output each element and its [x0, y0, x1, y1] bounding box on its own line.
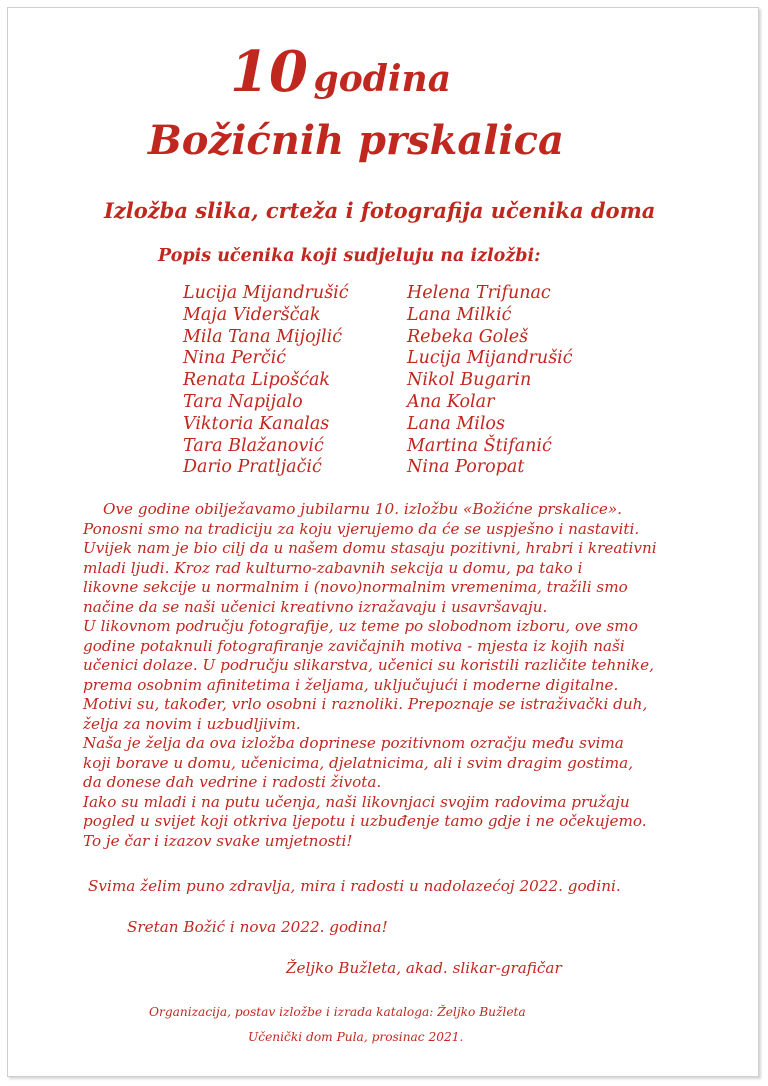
student-name: Lucija Mijandrušić — [183, 283, 349, 303]
body-line: Ponosni smo na tradiciju za koju vjerujemo da će se uspješno i nastaviti. — [83, 519, 640, 538]
body-line: Uvijek nam je bio cilj da u našem domu stasaju pozitivni, hrabri i kreativni — [83, 539, 657, 557]
place-date: Učenički dom Pula, prosinac 2021. — [248, 1030, 464, 1044]
body-line: koji borave u domu, učenicima, djelatnicima, ali i svim dragim gostima, — [83, 753, 634, 772]
body-line: želja za novim i uzbudljivim. — [83, 714, 301, 733]
student-name: Viktoria Kanalas — [183, 413, 330, 434]
student-name: Nina Poropat — [407, 457, 525, 478]
student-name: Ana Kolar — [407, 391, 495, 412]
body-line: Ove godine obilježavamo jubilarnu 10. izložbu «Božićne prskalice». — [103, 500, 622, 518]
student-name: Nina Perčić — [183, 348, 287, 369]
wish-text: Svima želim puno zdravlja, mira i radosti u nadolazećoj 2022. godini. — [88, 877, 621, 895]
body-line: načine da se naši učenici kreativno izražavaju i usavršavaju. — [83, 597, 548, 616]
student-name: Rebeka Goleš — [407, 326, 529, 347]
body-line: pogled u svijet koji otkriva ljepotu i uzbuđenje tamo gdje i ne očekujemo. — [83, 812, 647, 830]
student-name: Tara Napijalo — [183, 391, 303, 412]
student-name: Nikol Bugarin — [407, 370, 532, 391]
student-name: Maja Viderščak — [183, 304, 321, 325]
body-line: Naša je želja da ova izložba doprinese pozitivnom ozračju među svima — [83, 734, 624, 752]
title-word: godina — [313, 58, 452, 100]
student-list-right — [407, 283, 573, 479]
greeting-text: Sretan Božić i nova 2022. godina! — [127, 918, 388, 936]
student-name: Tara Blažanović — [183, 435, 324, 456]
student-list-heading: Popis učenika koji sudjeluju na izložbi: — [158, 246, 541, 266]
body-line: U likovnom području fotografije, uz teme po slobodnom izboru, ove smo — [83, 617, 638, 635]
intro-text — [83, 500, 723, 851]
title-line-2: Božićnih prskalica — [148, 117, 564, 164]
student-name: Renata Lipošćak — [183, 370, 331, 391]
student-name: Helena Trifunac — [407, 283, 551, 303]
body-line: Motivi su, također, vrlo osobni i raznoliki. Prepoznaje se istraživački duh, — [83, 695, 648, 713]
student-name: Martina Štifanić — [407, 435, 552, 456]
body-line: To je čar i izazov svake umjetnosti! — [83, 831, 353, 850]
subtitle: Izložba slika, crteža i fotografija učenika doma — [104, 198, 656, 223]
organization-credit: Organizacija, postav izložbe i izrada kataloga: Željko Bužleta — [149, 1005, 526, 1019]
body-line: godine potaknuli fotografiranje zavičajnih motiva - mjesta iz kojih naši — [83, 636, 625, 655]
body-line: Iako su mladi i na putu učenja, naši likovnjaci svojim radovima pružaju — [83, 792, 630, 811]
signature: Željko Bužleta, akad. slikar-grafičar — [286, 959, 562, 977]
body-line: prema osobnim afinitetima i željama, uključujući i moderne digitalne. — [83, 675, 619, 694]
student-list-left — [183, 283, 349, 479]
body-line: likovne sekcije u normalnim i (novo)normalnim vremenima, tražili smo — [83, 578, 628, 596]
title-line-1 — [230, 40, 510, 104]
student-name: Dario Pratljačić — [183, 457, 322, 478]
body-line: mladi ljudi. Kroz rad kulturno-zabavnih sekcija u domu, pa tako i — [83, 558, 583, 577]
body-line: da donese dah vedrine i radosti života. — [83, 773, 382, 791]
student-name: Lucija Mijandrušić — [407, 348, 573, 369]
body-line: učenici dolaze. U području slikarstva, učenici su koristili različite tehnike, — [83, 656, 654, 674]
title-number: 10 — [230, 39, 308, 105]
student-name: Lana Milkić — [407, 304, 512, 325]
student-name: Mila Tana Mijojlić — [183, 326, 343, 347]
student-name: Lana Milos — [407, 413, 505, 434]
